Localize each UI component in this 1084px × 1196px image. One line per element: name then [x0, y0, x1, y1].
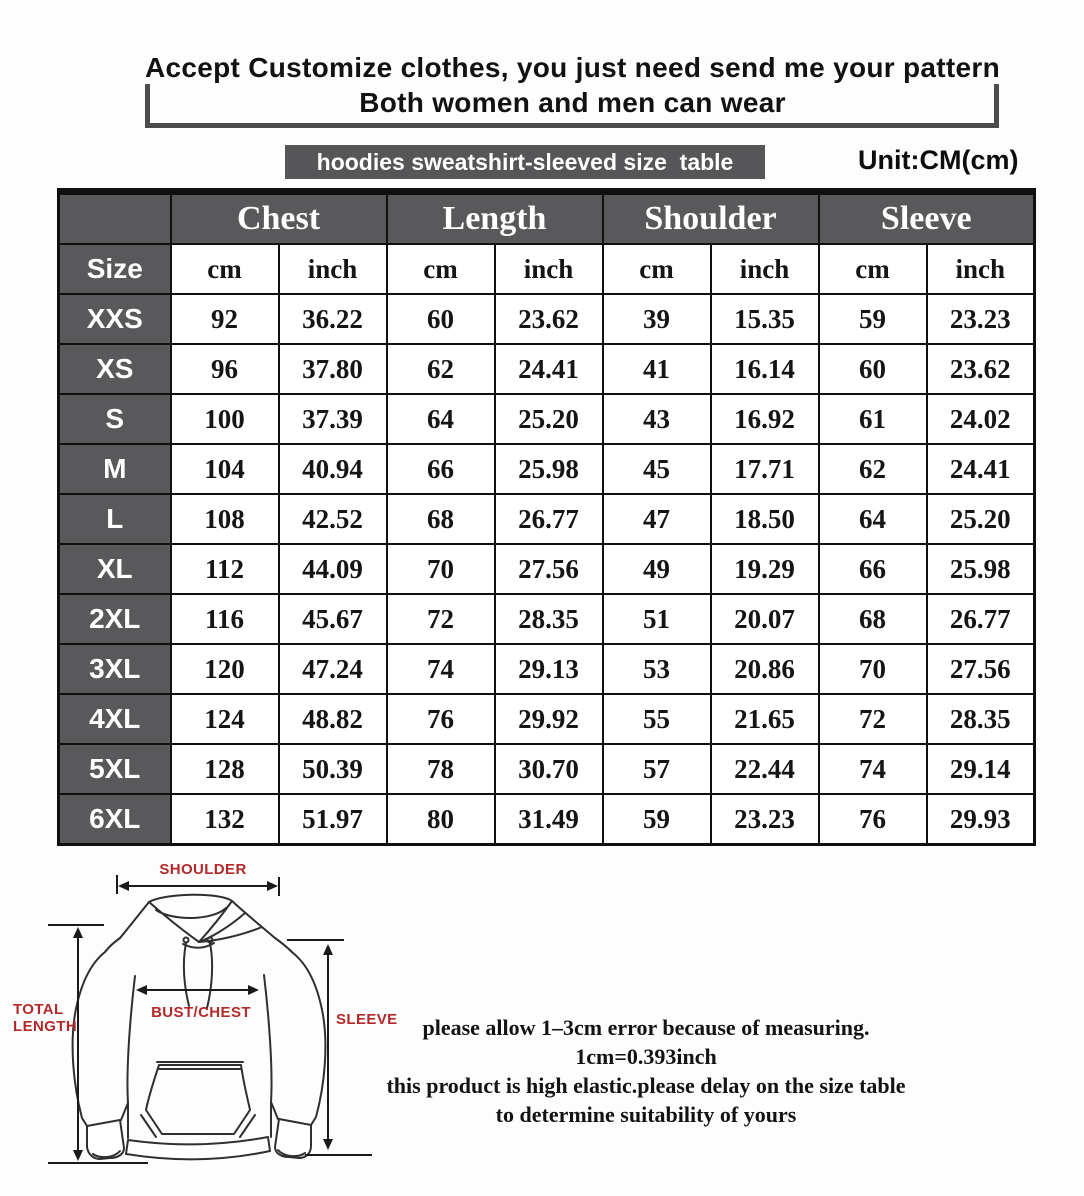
- measurement-cell: 49: [603, 544, 711, 594]
- measurement-cell: 23.62: [927, 344, 1035, 394]
- measurement-cell: 51: [603, 594, 711, 644]
- note-line-1: please allow 1–3cm error because of measuring.: [422, 1015, 870, 1040]
- size-cell: S: [59, 394, 171, 444]
- unit-subheader: inch: [279, 244, 387, 294]
- group-header-chest: Chest: [171, 192, 387, 245]
- hoodie-drawing: [73, 895, 326, 1160]
- page-title: [115, 50, 1030, 120]
- measurement-cell: 26.77: [495, 494, 603, 544]
- measurement-cell: 70: [819, 644, 927, 694]
- measurement-cell: 28.35: [495, 594, 603, 644]
- title-line-1: Accept Customize clothes, you just need send me your pattern: [144, 52, 1001, 83]
- group-header-row: [59, 192, 1035, 245]
- measurement-cell: 17.71: [711, 444, 819, 494]
- size-header-cell: Size: [59, 244, 171, 294]
- size-row: [59, 444, 1035, 494]
- title-bracket-bottom: [145, 123, 999, 128]
- measurement-cell: 104: [171, 444, 279, 494]
- measurement-cell: 19.29: [711, 544, 819, 594]
- unit-subheader: inch: [495, 244, 603, 294]
- group-header-length: Length: [387, 192, 603, 245]
- measurement-cell: 24.41: [927, 444, 1035, 494]
- size-row: [59, 344, 1035, 394]
- size-row: [59, 394, 1035, 444]
- measurement-cell: 60: [819, 344, 927, 394]
- measurement-cell: 24.41: [495, 344, 603, 394]
- measurement-cell: 42.52: [279, 494, 387, 544]
- measurement-cell: 23.62: [495, 294, 603, 344]
- shoulder-arrow: [117, 875, 279, 896]
- size-cell: L: [59, 494, 171, 544]
- group-header-shoulder: Shoulder: [603, 192, 819, 245]
- measurement-cell: 16.14: [711, 344, 819, 394]
- title-bracket-left: [145, 84, 150, 128]
- measurement-cell: 40.94: [279, 444, 387, 494]
- measurement-cell: 76: [819, 794, 927, 845]
- size-row: [59, 794, 1035, 845]
- measurement-cell: 29.13: [495, 644, 603, 694]
- corner-cell: [59, 192, 171, 245]
- unit-subheader: cm: [171, 244, 279, 294]
- measurement-cell: 25.20: [927, 494, 1035, 544]
- measurement-cell: 44.09: [279, 544, 387, 594]
- measurement-cell: 21.65: [711, 694, 819, 744]
- measurement-cell: 53: [603, 644, 711, 694]
- size-row: [59, 594, 1035, 644]
- unit-subheader: cm: [603, 244, 711, 294]
- size-row: [59, 694, 1035, 744]
- measurement-cell: 48.82: [279, 694, 387, 744]
- measurement-cell: 60: [387, 294, 495, 344]
- measurement-cell: 16.92: [711, 394, 819, 444]
- size-row: [59, 494, 1035, 544]
- title-line-2: Both women and men can wear: [359, 87, 786, 118]
- table-title-banner: hoodies sweatshirt-sleeved size table: [285, 145, 765, 179]
- unit-label: Unit:CM(cm): [858, 145, 1019, 175]
- title-bracket-right: [994, 84, 999, 128]
- measurement-cell: 68: [819, 594, 927, 644]
- size-cell: 4XL: [59, 694, 171, 744]
- measurement-cell: 50.39: [279, 744, 387, 794]
- measurement-cell: 18.50: [711, 494, 819, 544]
- measurement-cell: 36.22: [279, 294, 387, 344]
- size-cell: 3XL: [59, 644, 171, 694]
- measurement-cell: 43: [603, 394, 711, 444]
- size-cell: 5XL: [59, 744, 171, 794]
- measurement-cell: 66: [387, 444, 495, 494]
- size-row: [59, 744, 1035, 794]
- measurement-cell: 24.02: [927, 394, 1035, 444]
- measurement-cell: 55: [603, 694, 711, 744]
- measurement-cell: 61: [819, 394, 927, 444]
- measurement-cell: 62: [387, 344, 495, 394]
- measurement-cell: 27.56: [495, 544, 603, 594]
- measurement-cell: 27.56: [927, 644, 1035, 694]
- total-length-measure-label: TOTAL LENGTH: [13, 1001, 78, 1035]
- measurement-cell: 120: [171, 644, 279, 694]
- measurement-cell: 23.23: [927, 294, 1035, 344]
- measurement-cell: 64: [819, 494, 927, 544]
- size-row: [59, 644, 1035, 694]
- measurement-cell: 96: [171, 344, 279, 394]
- measurement-cell: 74: [819, 744, 927, 794]
- measurement-cell: 128: [171, 744, 279, 794]
- measurement-cell: 124: [171, 694, 279, 744]
- measurement-cell: 132: [171, 794, 279, 845]
- measurement-cell: 47.24: [279, 644, 387, 694]
- measurement-cell: 31.49: [495, 794, 603, 845]
- measurement-cell: 70: [387, 544, 495, 594]
- measurement-cell: 29.92: [495, 694, 603, 744]
- size-row: [59, 544, 1035, 594]
- measurement-cell: 29.93: [927, 794, 1035, 845]
- note-line-3: this product is high elastic.please delay on the size table: [386, 1073, 906, 1098]
- unit-subheader: inch: [711, 244, 819, 294]
- sleeve-measure-label: SLEEVE: [336, 1011, 398, 1028]
- measurement-cell: 72: [387, 594, 495, 644]
- group-header-sleeve: Sleeve: [819, 192, 1035, 245]
- size-cell: XS: [59, 344, 171, 394]
- measurement-cell: 22.44: [711, 744, 819, 794]
- size-cell: XL: [59, 544, 171, 594]
- measurement-cell: 112: [171, 544, 279, 594]
- shoulder-measure-label: SHOULDER: [159, 861, 247, 878]
- measurement-cell: 64: [387, 394, 495, 444]
- measurement-cell: 68: [387, 494, 495, 544]
- measurement-cell: 76: [387, 694, 495, 744]
- measurement-cell: 15.35: [711, 294, 819, 344]
- measurement-cell: 80: [387, 794, 495, 845]
- size-cell: 2XL: [59, 594, 171, 644]
- bust-chest-measure-label: BUST/CHEST: [151, 1004, 251, 1021]
- measurement-cell: 59: [603, 794, 711, 845]
- measurement-cell: 37.80: [279, 344, 387, 394]
- measurement-cell: 20.07: [711, 594, 819, 644]
- size-cell: M: [59, 444, 171, 494]
- measurement-cell: 41: [603, 344, 711, 394]
- measurement-cell: 45.67: [279, 594, 387, 644]
- measurement-cell: 28.35: [927, 694, 1035, 744]
- size-table: [57, 188, 1036, 846]
- unit-header-row: [59, 244, 1035, 294]
- measurement-cell: 100: [171, 394, 279, 444]
- measurement-cell: 62: [819, 444, 927, 494]
- measuring-notes: [366, 1013, 926, 1129]
- measurement-cell: 39: [603, 294, 711, 344]
- measurement-cell: 20.86: [711, 644, 819, 694]
- measurement-cell: 25.98: [927, 544, 1035, 594]
- measurement-cell: 72: [819, 694, 927, 744]
- measurement-cell: 25.98: [495, 444, 603, 494]
- measurement-cell: 47: [603, 494, 711, 544]
- size-table-body: [59, 294, 1035, 845]
- measurement-cell: 116: [171, 594, 279, 644]
- measurement-cell: 92: [171, 294, 279, 344]
- measurement-cell: 23.23: [711, 794, 819, 845]
- note-line-2: 1cm=0.393inch: [575, 1044, 717, 1069]
- measurement-cell: 51.97: [279, 794, 387, 845]
- measurement-cell: 66: [819, 544, 927, 594]
- measurement-cell: 59: [819, 294, 927, 344]
- size-cell: XXS: [59, 294, 171, 344]
- measurement-cell: 37.39: [279, 394, 387, 444]
- measurement-cell: 57: [603, 744, 711, 794]
- measurement-cell: 45: [603, 444, 711, 494]
- measurement-cell: 26.77: [927, 594, 1035, 644]
- measurement-cell: 108: [171, 494, 279, 544]
- size-row: [59, 294, 1035, 344]
- measurement-cell: 29.14: [927, 744, 1035, 794]
- measurement-cell: 25.20: [495, 394, 603, 444]
- measurement-cell: 74: [387, 644, 495, 694]
- bust-chest-arrow: [136, 985, 259, 995]
- unit-subheader: cm: [387, 244, 495, 294]
- unit-subheader: cm: [819, 244, 927, 294]
- measurement-cell: 78: [387, 744, 495, 794]
- unit-subheader: inch: [927, 244, 1035, 294]
- size-cell: 6XL: [59, 794, 171, 845]
- measurement-cell: 30.70: [495, 744, 603, 794]
- note-line-4: to determine suitability of yours: [495, 1102, 797, 1127]
